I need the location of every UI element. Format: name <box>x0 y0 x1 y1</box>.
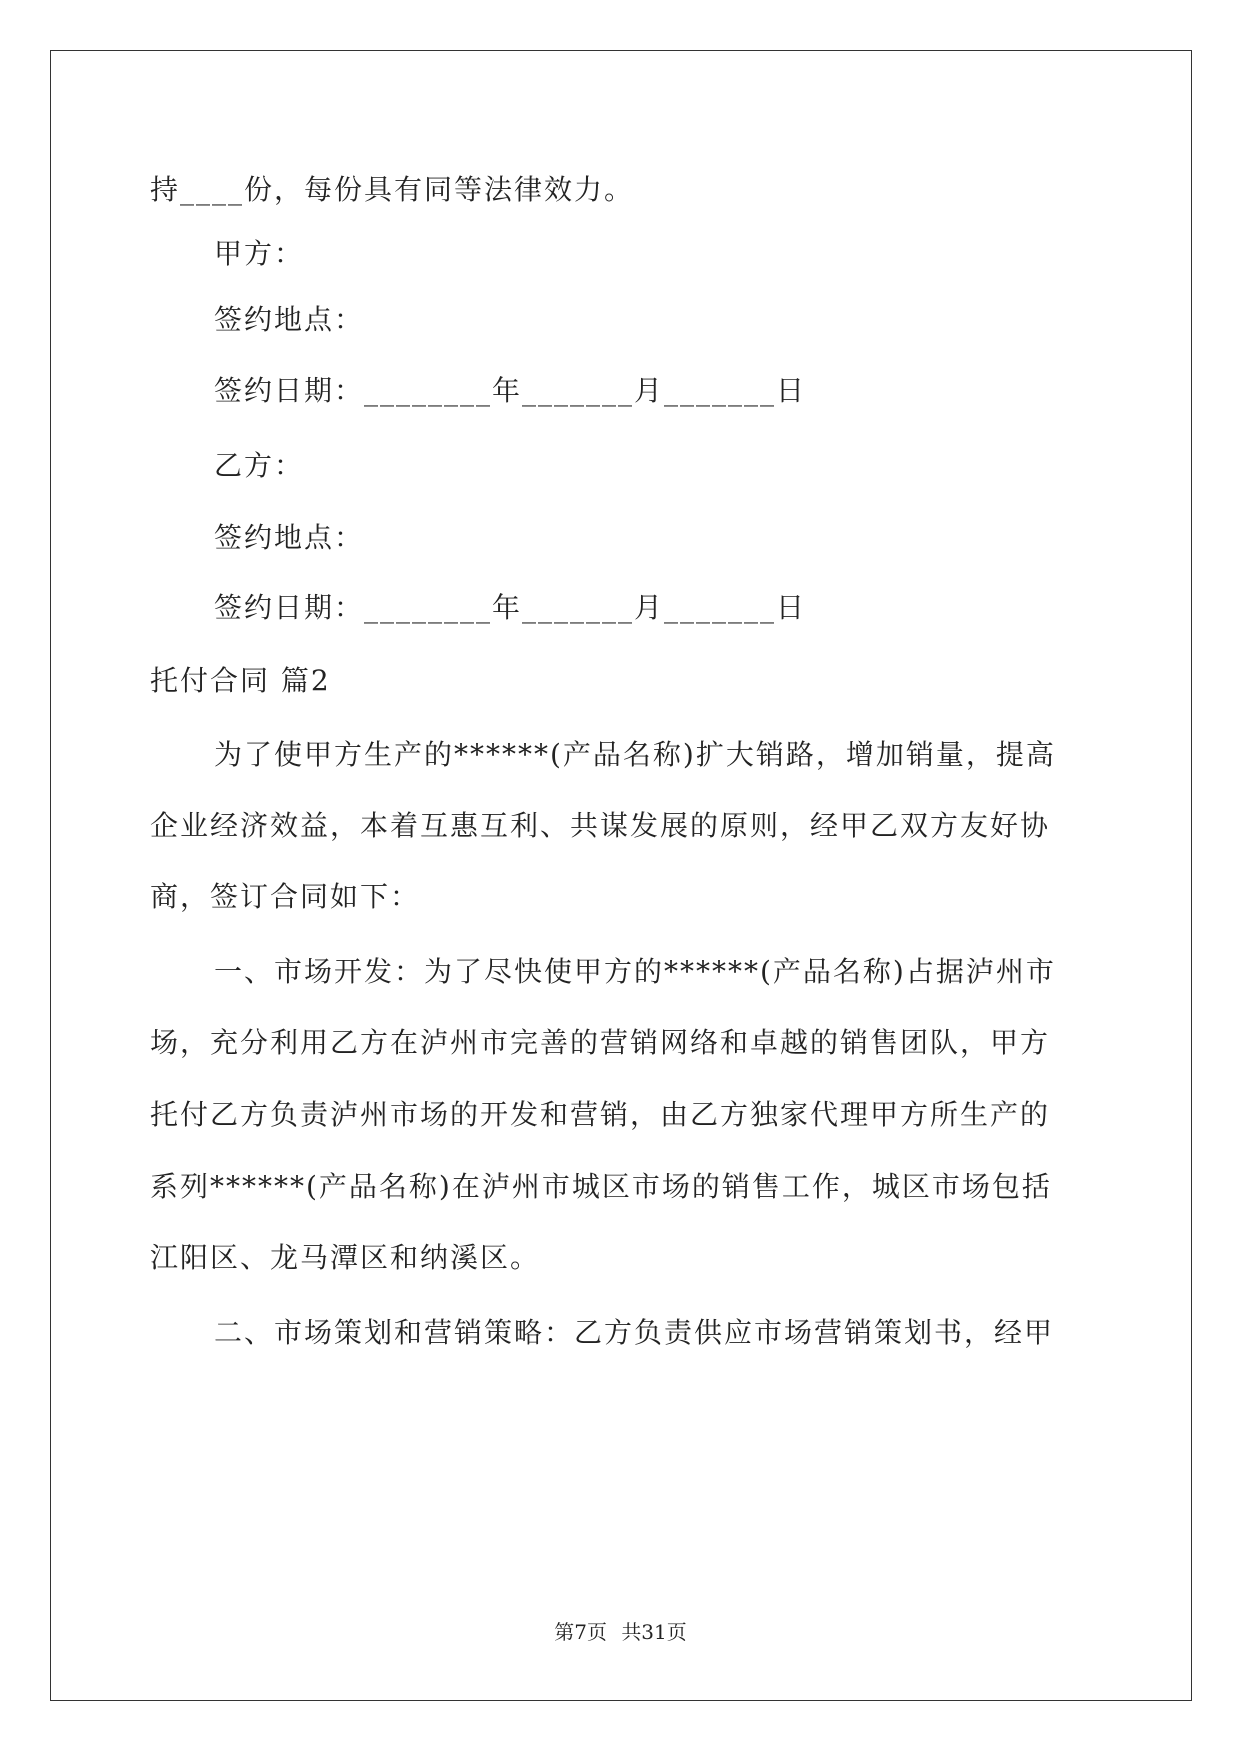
text-line: 一、市场开发：为了尽快使甲方的******(产品名称)占据泸州市 <box>214 955 1056 988</box>
text-line: 为了使甲方生产的******(产品名称)扩大销路，增加销量，提高 <box>214 738 1056 771</box>
signing-place-label: 签约地点： <box>214 521 365 554</box>
section-title: 托付合同 篇2 <box>150 664 331 697</box>
text-line: 托付乙方负责泸州市场的开发和营销，由乙方独家代理甲方所生产的 <box>150 1098 1051 1131</box>
page-footer <box>0 1619 1241 1645</box>
page-number: 第7页 <box>554 1620 607 1644</box>
text-line: 企业经济效益，本着互惠互利、共谋发展的原则，经甲乙双方友好协 <box>150 809 1051 842</box>
party-b-label: 乙方： <box>214 449 305 482</box>
text-line: 持____份，每份具有同等法律效力。 <box>150 173 635 206</box>
party-a-label: 甲方： <box>214 237 305 270</box>
text-line: 系列******(产品名称)在泸州市城区市场的销售工作，城区市场包括 <box>150 1170 1052 1203</box>
signing-date-label: 签约日期：________年_______月_______日 <box>214 591 807 624</box>
signing-date-label: 签约日期：________年_______月_______日 <box>214 374 807 407</box>
text-line: 江阳区、龙马潭区和纳溪区。 <box>150 1241 541 1274</box>
page-border <box>50 50 1192 1701</box>
total-pages: 共31页 <box>621 1620 687 1644</box>
signing-place-label: 签约地点： <box>214 303 365 336</box>
text-line: 二、市场策划和营销策略：乙方负责供应市场营销策划书，经甲 <box>214 1316 1055 1349</box>
text-line: 商，签订合同如下： <box>150 880 421 913</box>
text-line: 场，充分利用乙方在泸州市完善的营销网络和卓越的销售团队，甲方 <box>150 1026 1051 1059</box>
